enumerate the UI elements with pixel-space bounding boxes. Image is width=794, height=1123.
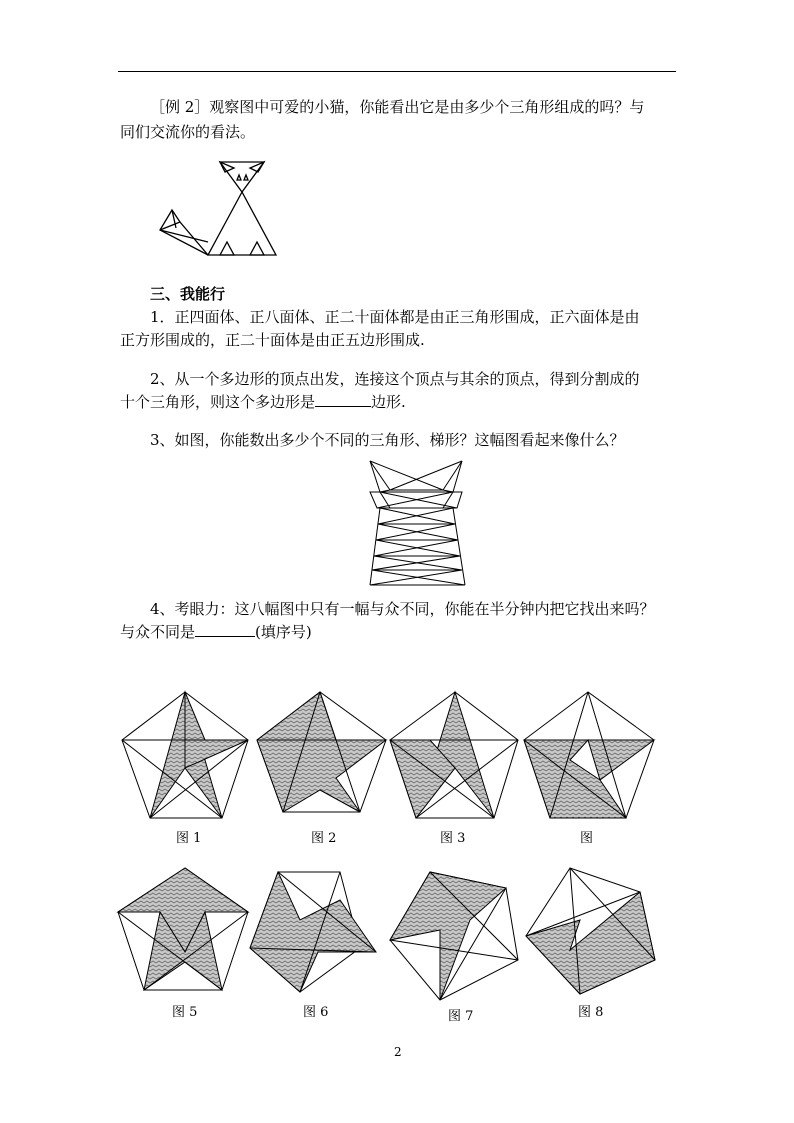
item2-text-after: 边形. [371,393,406,411]
example2-line2: 同们交流你的看法。 [120,123,256,141]
caption-figure-7: 图 7 [448,1009,474,1024]
item2-text-before: 十个三角形，则这个多边形是 [120,393,316,411]
figure-4 [524,692,654,818]
example2-line1: ［例 2］观察图中可爱的小猫，你能看出它是由多少个三角形组成的吗？与 [150,98,645,116]
page-number: 2 [394,1045,402,1059]
caption-figure-8: 图 8 [578,1005,604,1020]
figure-8 [526,868,655,994]
item4-text-after: (填序号) [255,623,312,641]
item2-line1: 2、从一个多边形的顶点出发，连接这个顶点与其余的顶点，得到分割成的 [150,370,640,388]
caption-figure-1: 图 1 [176,831,202,846]
section-heading: 三、我能行 [150,285,226,303]
figure-3 [390,692,518,818]
item1-line1: 1．正四面体、正八面体、正二十面体都是由正三角形围成，正六面体是由 [150,308,640,326]
figure-2 [257,692,386,812]
caption-figure-5: 图 5 [172,1005,198,1020]
item3-line: 3、如图，你能数出多少个不同的三角形、梯形？这幅图看起来像什么？ [150,431,625,449]
caption-figure-3: 图 3 [440,831,466,846]
caption-figure-2: 图 2 [311,831,337,846]
figure-1 [122,692,248,818]
item4-line1: 4、考眼力：这八幅图中只有一幅与众不同，你能在半分钟内把它找出来吗？ [150,600,655,618]
item1-line2: 正方形围成的，正二十面体是由正五边形围成. [120,331,425,349]
item4-text-before: 与众不同是 [120,623,196,641]
figure-5 [118,868,248,990]
caption-figure-6: 图 6 [303,1005,329,1020]
caption-figure-4: 图 [580,831,594,846]
figure-6 [250,872,376,992]
figure-7 [390,872,518,1000]
